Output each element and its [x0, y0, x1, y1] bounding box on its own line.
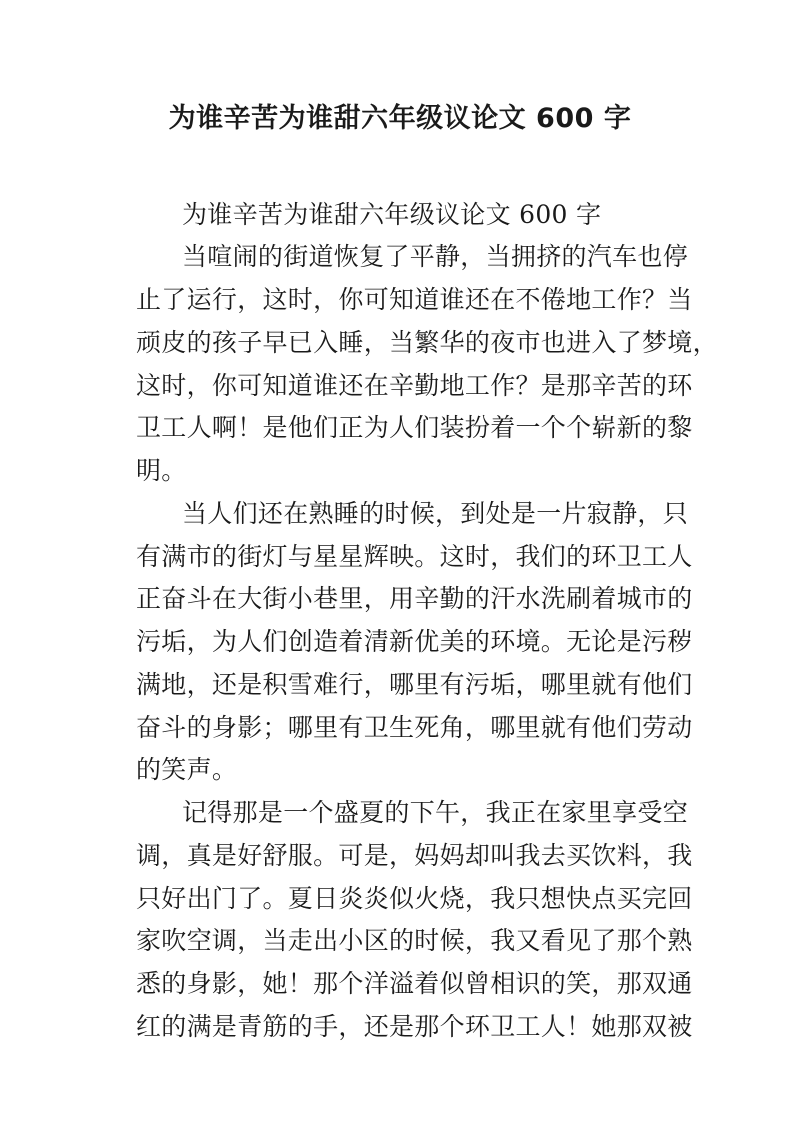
body-line: 当人们还在熟睡的时候，到处是一片寂静，只: [182, 499, 689, 528]
body-line: 顽皮的孩子早已入睡，当繁华的夜市也进入了梦境，: [136, 328, 718, 357]
body-line: 这时，你可知道谁还在辛勤地工作？是那辛苦的环: [136, 371, 693, 400]
body-line: 明。: [136, 456, 187, 485]
body-line: 污垢，为人们创造着清新优美的环境。无论是污秽: [136, 627, 693, 656]
body-line: 家吹空调，当走出小区的时候，我又看见了那个熟: [136, 926, 693, 955]
body-line: 为谁辛苦为谁甜六年级议论文 600 字: [182, 200, 602, 229]
body-line: 卫工人啊！是他们正为人们装扮着一个个崭新的黎: [136, 413, 693, 442]
body-line: 当喧闹的街道恢复了平静，当拥挤的汽车也停: [182, 242, 689, 271]
body-line: 止了运行，这时，你可知道谁还在不倦地工作？当: [136, 285, 693, 314]
body-line: 正奋斗在大街小巷里，用辛勤的汗水洗刷着城市的: [136, 584, 693, 613]
body-line: 有满市的街灯与星星辉映。这时，我们的环卫工人: [136, 542, 693, 571]
body-line: 悉的身影，她！那个洋溢着似曾相识的笑，那双通: [136, 969, 693, 998]
body-line: 只好出门了。夏日炎炎似火烧，我只想快点买完回: [136, 884, 693, 913]
body-line: 记得那是一个盛夏的下午，我正在家里享受空: [182, 798, 689, 827]
body-line: 奋斗的身影；哪里有卫生死角，哪里就有他们劳动: [136, 713, 693, 742]
body-line: 的笑声。: [136, 755, 238, 784]
document-title: 为谁辛苦为谁甜六年级议论文 600 字: [168, 103, 632, 134]
body-line: 调，真是好舒服。可是，妈妈却叫我去买饮料，我: [136, 841, 693, 870]
body-line: 满地，还是积雪难行，哪里有污垢，哪里就有他们: [136, 670, 693, 699]
body-line: 红的满是青筋的手，还是那个环卫工人！她那双被: [136, 1012, 693, 1041]
